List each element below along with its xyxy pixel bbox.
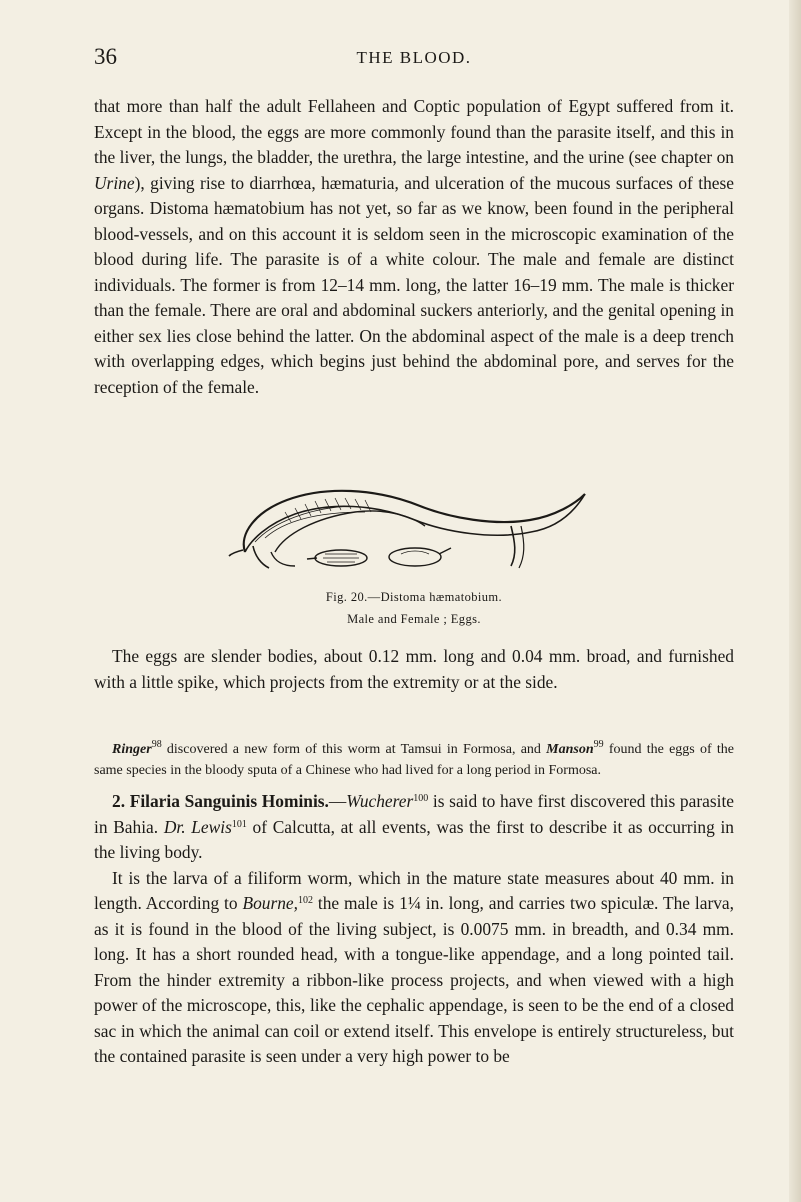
eggs-drawing [307,548,451,566]
body-text-opening [94,94,734,400]
figure-caption-subtitle: Male and Female ; Eggs. [347,612,481,626]
paragraph-filaria-larva [94,866,734,1070]
note-text-continued: found the eggs of the same species in the bloody sputa of a Chinese who had lived for a long period in Formosa. [94,742,734,778]
paragraph-ringer-manson [94,739,734,781]
footnote-ref-100: 100 [413,793,429,804]
author-wucherer: Wucherer [346,791,414,811]
running-head: THE BLOOD. [356,48,472,67]
page-header [94,44,734,78]
note-text: discovered a new form of this worm at Tamsui in Formosa, and [161,742,547,757]
body-text-eggs [94,644,734,695]
author-manson: Manson [546,742,594,757]
page-edge-shadow [789,0,801,1202]
figure-distoma-illustration [225,482,590,572]
urine-chapter-ref: Urine [94,172,135,193]
footnote-ref-101: 101 [231,818,247,830]
small-print-note [94,739,734,781]
filaria-text-continued: of Calcutta, at all events, was the first to describe it as occurring in the living body. [94,816,735,862]
author-lewis: Dr. Lewis [163,816,232,837]
footnote-ref-98: 98 [151,739,162,750]
footnote-ref-99: 99 [593,739,604,750]
author-bourne: Bourne, [242,893,298,913]
page-number: 36 [94,44,117,69]
section-heading-filaria: 2. Filaria Sanguinis Hominis. [112,791,329,811]
figure-caption-title: Fig. 20.—Distoma hæmatobium. [325,590,503,604]
paragraph-filaria-intro [94,789,734,866]
larva-text-continued: the male is 1¼ in. long, and carries two spiculæ. The larva, as it is found in the blood of the living subject, is 0.0075 mm. in breadth, and 0.34 mm. long. It has a short rounded head, with a tongue-like appendage, and a long pointed tail. From the hinder extremity a ribbon-like process projects, and when viewed with a high power of the microscope, this, like the cephalic appendage, is seen to be the end of a closed sac in which the animal can coil or extend itself. This envelope is entirely structureless, but the contained parasite is seen under a very high power to be [94,893,735,1066]
footnote-ref-102: 102 [298,895,313,906]
worm-pair-drawing [229,491,585,568]
paragraph-text-continued: ), giving rise to diarrhœa, hæmaturia, and ulceration of the mucous surfaces of these organs. Distoma hæmatobium has not yet, so far as we know, been found in the peripheral blood-vessels, and on this account it is seldom seen in the microscopic examination of the blood during life. The parasite is of a white colour. The male and female are distinct individuals. The former is from 12–14 mm. long, the latter 16–19 mm. The male is thicker than the female. There are oral and abdominal suckers anteriorly, and the genital opening in either sex lies close behind the latter. On the abdominal aspect of the male is a deep trench with overlapping edges, which begins just behind the abdominal pore, and serves for the reception of the female. [94,172,734,397]
paragraph-text: that more than half the adult Fellaheen and Coptic population of Egypt suffered from it. Except in the blood, the eggs are more commonly found than the parasite itself, and this in the liver, the lungs, the bladder, the urethra, the large intestine, and the urine (see chapter on [94,96,734,167]
paragraph-bilharzia [94,94,734,400]
author-ringer: Ringer [112,742,152,757]
paragraph-eggs: The eggs are slender bodies, about 0.12 mm. long and 0.04 mm. broad, and furnished with a little spike, which projects from the extremity or at the side. [94,646,734,692]
filaria-text: is said to have first discovered this parasite in Bahia. [94,791,735,837]
larva-text: It is the larva of a filiform worm, which in the mature state measures about 40 mm. in length. According to [94,867,734,913]
body-text-filaria [94,789,734,1070]
heading-dash: — [328,791,347,811]
